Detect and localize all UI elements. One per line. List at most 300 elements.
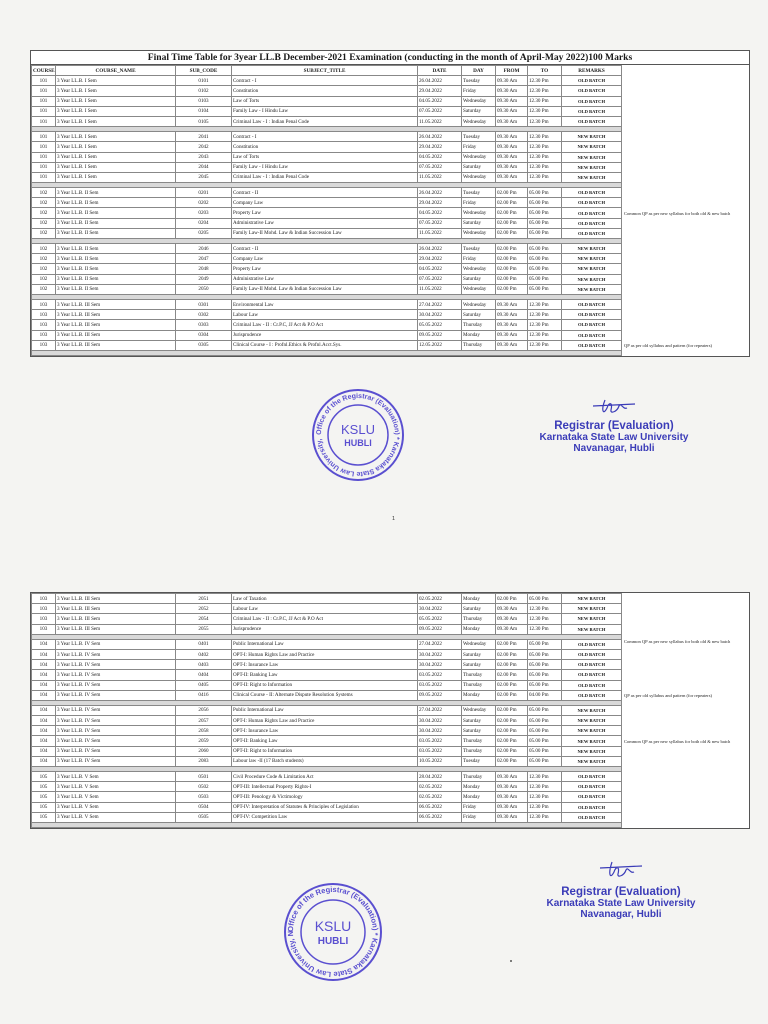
exam-day: Monday <box>462 690 496 700</box>
course-code: 101 <box>32 106 56 116</box>
time-to: 12.30 Pm <box>528 172 562 182</box>
exam-day: Saturday <box>462 274 496 284</box>
exam-date: 04.05.2022 <box>418 96 462 106</box>
time-from: 02.00 Pm <box>496 639 528 649</box>
note-cell <box>622 726 752 736</box>
batch-remark: OLD BATCH <box>562 76 622 86</box>
sub-code: 0416 <box>176 690 232 700</box>
subject-title: Contract - I <box>232 132 418 142</box>
exam-day: Wednesday <box>462 284 496 294</box>
time-to: 04.00 Pm <box>528 690 562 700</box>
time-from: 02.00 Pm <box>496 594 528 604</box>
table-row <box>32 218 752 228</box>
course-code: 101 <box>32 142 56 152</box>
sub-code: 0503 <box>176 792 232 802</box>
subject-title: Property Law <box>232 208 418 218</box>
note-cell <box>622 716 752 726</box>
note-cell <box>622 772 752 782</box>
table-row <box>32 772 752 782</box>
subject-title: Law of Torts <box>232 152 418 162</box>
note-cell <box>622 254 752 264</box>
subject-title: Labour Law <box>232 310 418 320</box>
time-to: 12.30 Pm <box>528 340 562 350</box>
time-from: 02.00 Pm <box>496 680 528 690</box>
subject-title: Criminal Law - I : Indian Penal Code <box>232 172 418 182</box>
course-name: 3 Year LL.B. II Sem <box>56 188 176 198</box>
course-code: 103 <box>32 310 56 320</box>
exam-day: Tuesday <box>462 76 496 86</box>
course-code: 104 <box>32 705 56 715</box>
time-from: 02.00 Pm <box>496 726 528 736</box>
exam-date: 30.04.2022 <box>418 604 462 614</box>
note-cell <box>622 274 752 284</box>
batch-remark: OLD BATCH <box>562 116 622 126</box>
subject-title: Criminal Law - I : Indian Penal Code <box>232 116 418 126</box>
sub-code: 2044 <box>176 162 232 172</box>
time-to: 12.30 Pm <box>528 86 562 96</box>
table-row <box>32 726 752 736</box>
table-row <box>32 116 752 126</box>
batch-remark: NEW BATCH <box>562 284 622 294</box>
course-name: 3 Year LL.B. I Sem <box>56 76 176 86</box>
exam-day: Thursday <box>462 736 496 746</box>
time-to: 05.00 Pm <box>528 716 562 726</box>
time-to: 05.00 Pm <box>528 284 562 294</box>
course-name: 3 Year LL.B. IV Sem <box>56 716 176 726</box>
batch-remark: OLD BATCH <box>562 649 622 659</box>
time-to: 05.00 Pm <box>528 746 562 756</box>
table-row <box>32 264 752 274</box>
exam-day: Monday <box>462 792 496 802</box>
time-to: 05.00 Pm <box>528 736 562 746</box>
exam-date: 04.05.2022 <box>418 152 462 162</box>
batch-remark: OLD BATCH <box>562 299 622 309</box>
course-code: 102 <box>32 264 56 274</box>
sub-code: 0305 <box>176 340 232 350</box>
column-header: DATE <box>418 66 462 76</box>
time-to: 12.30 Pm <box>528 782 562 792</box>
exam-day: Wednesday <box>462 705 496 715</box>
sub-code: 0302 <box>176 310 232 320</box>
batch-remark: OLD BATCH <box>562 792 622 802</box>
exam-day: Saturday <box>462 162 496 172</box>
batch-remark: OLD BATCH <box>562 96 622 106</box>
course-code: 101 <box>32 116 56 126</box>
note-cell <box>622 624 752 634</box>
seal-center-top: KSLU <box>341 422 375 437</box>
sub-code: 2057 <box>176 716 232 726</box>
course-name: 3 Year LL.B. III Sem <box>56 330 176 340</box>
time-to: 05.00 Pm <box>528 756 562 766</box>
table-row <box>32 132 752 142</box>
batch-remark: NEW BATCH <box>562 756 622 766</box>
batch-remark: OLD BATCH <box>562 670 622 680</box>
course-code: 104 <box>32 670 56 680</box>
subject-title: Public International Law <box>232 705 418 715</box>
batch-remark: OLD BATCH <box>562 812 622 822</box>
time-from: 02.00 Pm <box>496 218 528 228</box>
table-row <box>32 254 752 264</box>
course-name: 3 Year LL.B. II Sem <box>56 264 176 274</box>
course-code: 103 <box>32 299 56 309</box>
subject-title: OPT-IV: Competition Law <box>232 812 418 822</box>
sub-code: 2051 <box>176 594 232 604</box>
time-from: 09.30 Am <box>496 299 528 309</box>
batch-remark: OLD BATCH <box>562 86 622 96</box>
seal-stamp-icon <box>283 882 383 982</box>
time-to: 05.00 Pm <box>528 208 562 218</box>
table-row <box>32 330 752 340</box>
seal-center-top: KSLU <box>314 918 352 934</box>
time-to: 12.30 Pm <box>528 132 562 142</box>
batch-remark: NEW BATCH <box>562 254 622 264</box>
column-header: COURSE_NAME <box>56 66 176 76</box>
subject-title: Labour Law <box>232 604 418 614</box>
exam-day: Wednesday <box>462 228 496 238</box>
course-name: 3 Year LL.B. IV Sem <box>56 660 176 670</box>
sub-code: 2055 <box>176 624 232 634</box>
course-name: 3 Year LL.B. V Sem <box>56 772 176 782</box>
exam-date: 03.05.2022 <box>418 670 462 680</box>
time-from: 09.30 Am <box>496 320 528 330</box>
exam-date: 27.04.2022 <box>418 639 462 649</box>
time-to: 12.30 Pm <box>528 106 562 116</box>
time-from: 09.30 Am <box>496 162 528 172</box>
sub-code: 0205 <box>176 228 232 238</box>
sub-code: 0103 <box>176 96 232 106</box>
exam-day: Tuesday <box>462 132 496 142</box>
university-seal <box>311 388 405 482</box>
subject-title: Law of Torts <box>232 96 418 106</box>
sub-code: 0304 <box>176 330 232 340</box>
course-name: 3 Year LL.B. III Sem <box>56 320 176 330</box>
course-code: 101 <box>32 132 56 142</box>
batch-remark: OLD BATCH <box>562 218 622 228</box>
course-name: 3 Year LL.B. IV Sem <box>56 639 176 649</box>
course-code: 104 <box>32 690 56 700</box>
group-separator <box>32 822 752 827</box>
subject-title: Family Law - I Hindu Law <box>232 106 418 116</box>
exam-day: Friday <box>462 254 496 264</box>
group-note: Common QP as per new syllabus for both old & new batch <box>624 210 731 216</box>
exam-day: Wednesday <box>462 152 496 162</box>
subject-title: Contract - II <box>232 188 418 198</box>
exam-date: 09.05.2022 <box>418 624 462 634</box>
exam-date: 02.05.2022 <box>418 594 462 604</box>
course-code: 104 <box>32 649 56 659</box>
exam-day: Friday <box>462 802 496 812</box>
sub-code: 2050 <box>176 284 232 294</box>
sub-code: 2052 <box>176 604 232 614</box>
time-to: 05.00 Pm <box>528 705 562 715</box>
time-from: 02.00 Pm <box>496 188 528 198</box>
sub-code: 0504 <box>176 802 232 812</box>
table-row <box>32 320 752 330</box>
timetable-title: Final Time Table for 3year LL.B December-2021 Examination (conducting in the month of April-May 2022)100 Marks <box>31 51 749 65</box>
table-row <box>32 614 752 624</box>
time-to: 05.00 Pm <box>528 594 562 604</box>
exam-date: 05.05.2022 <box>418 320 462 330</box>
course-name: 3 Year LL.B. I Sem <box>56 116 176 126</box>
subject-title: OPT-I: Human Rights Law and Practice <box>232 649 418 659</box>
course-name: 3 Year LL.B. IV Sem <box>56 726 176 736</box>
subject-title: Company Law <box>232 198 418 208</box>
scan-speck <box>510 960 512 962</box>
course-code: 104 <box>32 639 56 649</box>
column-header: REMARKS <box>562 66 622 76</box>
course-name: 3 Year LL.B. I Sem <box>56 86 176 96</box>
course-code: 105 <box>32 772 56 782</box>
group-note: Common QP as per new syllabus for both old & new batch <box>624 738 731 744</box>
table-row <box>32 274 752 284</box>
time-from: 09.30 Am <box>496 86 528 96</box>
course-code: 103 <box>32 594 56 604</box>
exam-date: 12.05.2022 <box>418 340 462 350</box>
time-from: 09.30 Am <box>496 76 528 86</box>
note-cell <box>622 756 752 766</box>
note-cell <box>622 299 752 309</box>
sub-code: 0105 <box>176 116 232 126</box>
exam-date: 03.05.2022 <box>418 680 462 690</box>
time-from: 09.30 Am <box>496 152 528 162</box>
table-row <box>32 705 752 715</box>
time-to: 12.30 Pm <box>528 142 562 152</box>
course-name: 3 Year LL.B. II Sem <box>56 254 176 264</box>
sub-code: 0402 <box>176 649 232 659</box>
exam-day: Saturday <box>462 716 496 726</box>
batch-remark: NEW BATCH <box>562 746 622 756</box>
sub-code: 2043 <box>176 152 232 162</box>
exam-day: Monday <box>462 594 496 604</box>
subject-title: Administrative Law <box>232 218 418 228</box>
time-from: 02.00 Pm <box>496 690 528 700</box>
table-row <box>32 198 752 208</box>
table-row <box>32 594 752 604</box>
sub-code: 0505 <box>176 812 232 822</box>
time-to: 12.30 Pm <box>528 772 562 782</box>
note-cell <box>622 310 752 320</box>
subject-title: Clinical Course - I : Profnl.Ethics & Profnl.Acct.Sys. <box>232 340 418 350</box>
exam-date: 04.05.2022 <box>418 208 462 218</box>
course-code: 102 <box>32 198 56 208</box>
time-to: 05.00 Pm <box>528 660 562 670</box>
time-to: 12.30 Pm <box>528 320 562 330</box>
time-from: 02.00 Pm <box>496 284 528 294</box>
group-note: Common QP as per new syllabus for both old & new batch <box>624 639 731 645</box>
course-code: 104 <box>32 716 56 726</box>
batch-remark: OLD BATCH <box>562 782 622 792</box>
column-header: FROM <box>496 66 528 76</box>
subject-title: Family Law - I Hindu Law <box>232 162 418 172</box>
exam-day: Tuesday <box>462 244 496 254</box>
course-name: 3 Year LL.B. I Sem <box>56 142 176 152</box>
sub-code: 2058 <box>176 726 232 736</box>
course-code: 105 <box>32 792 56 802</box>
batch-remark: NEW BATCH <box>562 142 622 152</box>
sub-code: 2047 <box>176 254 232 264</box>
note-cell <box>622 198 752 208</box>
course-name: 3 Year LL.B. I Sem <box>56 162 176 172</box>
time-from: 09.30 Am <box>496 624 528 634</box>
time-from: 09.30 Am <box>496 106 528 116</box>
time-to: 05.00 Pm <box>528 670 562 680</box>
course-name: 3 Year LL.B. V Sem <box>56 782 176 792</box>
subject-title: Public International Law <box>232 639 418 649</box>
time-to: 05.00 Pm <box>528 228 562 238</box>
subject-title: OPT-II: Right to Information <box>232 746 418 756</box>
table-row <box>32 284 752 294</box>
course-code: 102 <box>32 188 56 198</box>
exam-date: 30.04.2022 <box>418 716 462 726</box>
time-from: 02.00 Pm <box>496 746 528 756</box>
course-code: 101 <box>32 162 56 172</box>
course-code: 101 <box>32 152 56 162</box>
course-name: 3 Year LL.B. IV Sem <box>56 746 176 756</box>
table-row <box>32 690 752 700</box>
exam-day: Friday <box>462 198 496 208</box>
exam-day: Friday <box>462 812 496 822</box>
time-from: 02.00 Pm <box>496 649 528 659</box>
exam-day: Friday <box>462 86 496 96</box>
table-row <box>32 716 752 726</box>
course-name: 3 Year LL.B. IV Sem <box>56 670 176 680</box>
exam-day: Wednesday <box>462 264 496 274</box>
time-from: 02.00 Pm <box>496 670 528 680</box>
table-row <box>32 604 752 614</box>
time-to: 12.30 Pm <box>528 614 562 624</box>
sub-code: 0405 <box>176 680 232 690</box>
exam-date: 07.05.2022 <box>418 162 462 172</box>
time-from: 09.30 Am <box>496 782 528 792</box>
time-from: 02.00 Pm <box>496 244 528 254</box>
table-row <box>32 736 752 746</box>
course-code: 102 <box>32 218 56 228</box>
subject-title: Contract - I <box>232 76 418 86</box>
batch-remark: OLD BATCH <box>562 310 622 320</box>
table-row <box>32 162 752 172</box>
subject-title: OPT-I: Insurance Law <box>232 660 418 670</box>
batch-remark: OLD BATCH <box>562 639 622 649</box>
batch-remark: OLD BATCH <box>562 660 622 670</box>
sub-code: 0201 <box>176 188 232 198</box>
timetable-sheet-1 <box>30 50 750 357</box>
exam-date: 06.05.2022 <box>418 812 462 822</box>
exam-date: 09.05.2022 <box>418 330 462 340</box>
group-separator <box>32 350 752 355</box>
course-name: 3 Year LL.B. IV Sem <box>56 705 176 715</box>
batch-remark: OLD BATCH <box>562 772 622 782</box>
course-name: 3 Year LL.B. V Sem <box>56 792 176 802</box>
exam-day: Wednesday <box>462 639 496 649</box>
time-from: 02.00 Pm <box>496 198 528 208</box>
university-address: Navanagar, Hubli <box>573 443 655 454</box>
table-row <box>32 782 752 792</box>
course-name: 3 Year LL.B. II Sem <box>56 284 176 294</box>
batch-remark: NEW BATCH <box>562 594 622 604</box>
subject-title: OPT-II: Right to Information <box>232 680 418 690</box>
exam-date: 26.04.2022 <box>418 244 462 254</box>
exam-day: Saturday <box>462 604 496 614</box>
exam-date: 07.05.2022 <box>418 106 462 116</box>
time-to: 05.00 Pm <box>528 254 562 264</box>
course-code: 103 <box>32 340 56 350</box>
course-code: 101 <box>32 76 56 86</box>
exam-date: 29.04.2022 <box>418 86 462 96</box>
signature-scribble-icon <box>598 858 644 884</box>
table-row <box>32 660 752 670</box>
batch-remark: NEW BATCH <box>562 624 622 634</box>
course-name: 3 Year LL.B. III Sem <box>56 624 176 634</box>
note-cell <box>622 96 752 106</box>
exam-day: Monday <box>462 782 496 792</box>
subject-title: Constitution <box>232 142 418 152</box>
course-code: 104 <box>32 746 56 756</box>
table-row <box>32 792 752 802</box>
note-cell <box>622 614 752 624</box>
course-code: 103 <box>32 330 56 340</box>
subject-title: Jurisprudence <box>232 330 418 340</box>
batch-remark: OLD BATCH <box>562 802 622 812</box>
sub-code: 2042 <box>176 142 232 152</box>
sub-code: 2083 <box>176 756 232 766</box>
time-from: 09.30 Am <box>496 310 528 320</box>
batch-remark: OLD BATCH <box>562 680 622 690</box>
time-to: 12.30 Pm <box>528 162 562 172</box>
course-name: 3 Year LL.B. II Sem <box>56 228 176 238</box>
table-row <box>32 812 752 822</box>
subject-title: Family Law-II Mohd. Law & Indian Succession Law <box>232 284 418 294</box>
exam-day: Wednesday <box>462 96 496 106</box>
sub-code: 0102 <box>176 86 232 96</box>
time-to: 05.00 Pm <box>528 188 562 198</box>
registrar-title: Registrar (Evaluation) <box>561 886 681 898</box>
course-code: 102 <box>32 228 56 238</box>
batch-remark: OLD BATCH <box>562 340 622 350</box>
exam-date: 11.05.2022 <box>418 172 462 182</box>
sub-code: 0204 <box>176 218 232 228</box>
table-row <box>32 208 752 218</box>
subject-title: Criminal Law - II : Cr.P.C, JJ Act & P.O Act <box>232 320 418 330</box>
exam-day: Tuesday <box>462 188 496 198</box>
exam-day: Tuesday <box>462 756 496 766</box>
exam-day: Wednesday <box>462 172 496 182</box>
table-row <box>32 96 752 106</box>
subject-title: OPT-III: Intellectual Property Rights-I <box>232 782 418 792</box>
note-cell <box>622 792 752 802</box>
exam-date: 26.04.2022 <box>418 76 462 86</box>
time-from: 02.00 Pm <box>496 264 528 274</box>
course-code: 104 <box>32 726 56 736</box>
subject-title: Law of Taxation <box>232 594 418 604</box>
time-from: 02.00 Pm <box>496 705 528 715</box>
seal-ring-text: Office of the Registrar (Evaluation) * Karnataka State Law University, <box>315 392 401 478</box>
subject-title: Contract - II <box>232 244 418 254</box>
table-row <box>32 639 752 649</box>
batch-remark: NEW BATCH <box>562 705 622 715</box>
course-name: 3 Year LL.B. II Sem <box>56 198 176 208</box>
subject-title: OPT-III: Penology & Victimology <box>232 792 418 802</box>
exam-day: Thursday <box>462 340 496 350</box>
exam-date: 30.04.2022 <box>418 310 462 320</box>
subject-title: OPT-II: Banking Law <box>232 670 418 680</box>
time-from: 09.30 Am <box>496 340 528 350</box>
exam-date: 02.05.2022 <box>418 792 462 802</box>
sub-code: 2049 <box>176 274 232 284</box>
note-cell <box>622 264 752 274</box>
time-from: 02.00 Pm <box>496 736 528 746</box>
note-cell <box>622 802 752 812</box>
sub-code: 0202 <box>176 198 232 208</box>
